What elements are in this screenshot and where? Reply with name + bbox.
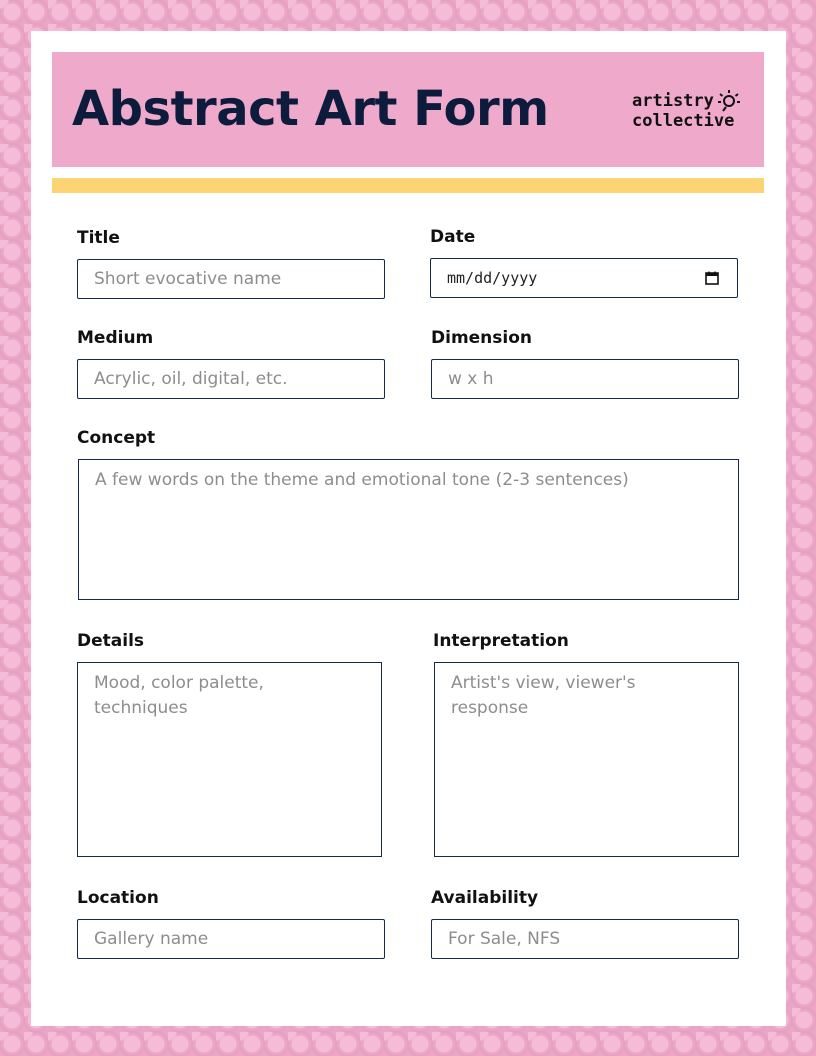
details-placeholder: Mood, color palette, techniques (94, 673, 264, 718)
details-textarea[interactable] (77, 662, 382, 857)
accent-stripe (52, 178, 764, 193)
page-title: Abstract Art Form (72, 81, 549, 137)
availability-input[interactable] (431, 919, 739, 959)
date-input[interactable] (430, 258, 738, 298)
interpretation-textarea[interactable] (434, 662, 739, 857)
dimension-label: Dimension (431, 328, 533, 348)
concept-label: Concept (77, 428, 156, 448)
date-label: Date (430, 227, 476, 247)
interpretation-label: Interpretation (433, 631, 569, 651)
form-card (31, 31, 786, 1026)
date-value: mm/dd/yyyy (447, 269, 538, 287)
dimension-input[interactable] (431, 359, 739, 399)
logo-text-line1: artistry (632, 91, 714, 111)
location-placeholder: Gallery name (94, 929, 209, 949)
availability-placeholder: For Sale, NFS (448, 929, 561, 949)
availability-label: Availability (431, 888, 539, 908)
title-placeholder: Short evocative name (94, 269, 282, 289)
header-banner (52, 52, 764, 167)
concept-textarea[interactable] (78, 459, 739, 600)
location-input[interactable] (77, 919, 385, 959)
medium-placeholder: Acrylic, oil, digital, etc. (94, 369, 288, 389)
title-label: Title (77, 228, 120, 248)
medium-input[interactable] (77, 359, 385, 399)
concept-placeholder: A few words on the theme and emotional tone (2-3 sentences) (95, 470, 629, 490)
lightbulb-icon (716, 88, 742, 112)
medium-label: Medium (77, 328, 154, 348)
interpretation-placeholder: Artist's view, viewer's response (451, 673, 636, 718)
logo-text-line2: collective (632, 111, 735, 131)
artistry-collective-logo (632, 88, 742, 138)
calendar-icon[interactable] (705, 271, 719, 285)
details-label: Details (77, 631, 145, 651)
location-label: Location (77, 888, 159, 908)
dimension-placeholder: w x h (448, 369, 494, 389)
title-input[interactable] (77, 259, 385, 299)
